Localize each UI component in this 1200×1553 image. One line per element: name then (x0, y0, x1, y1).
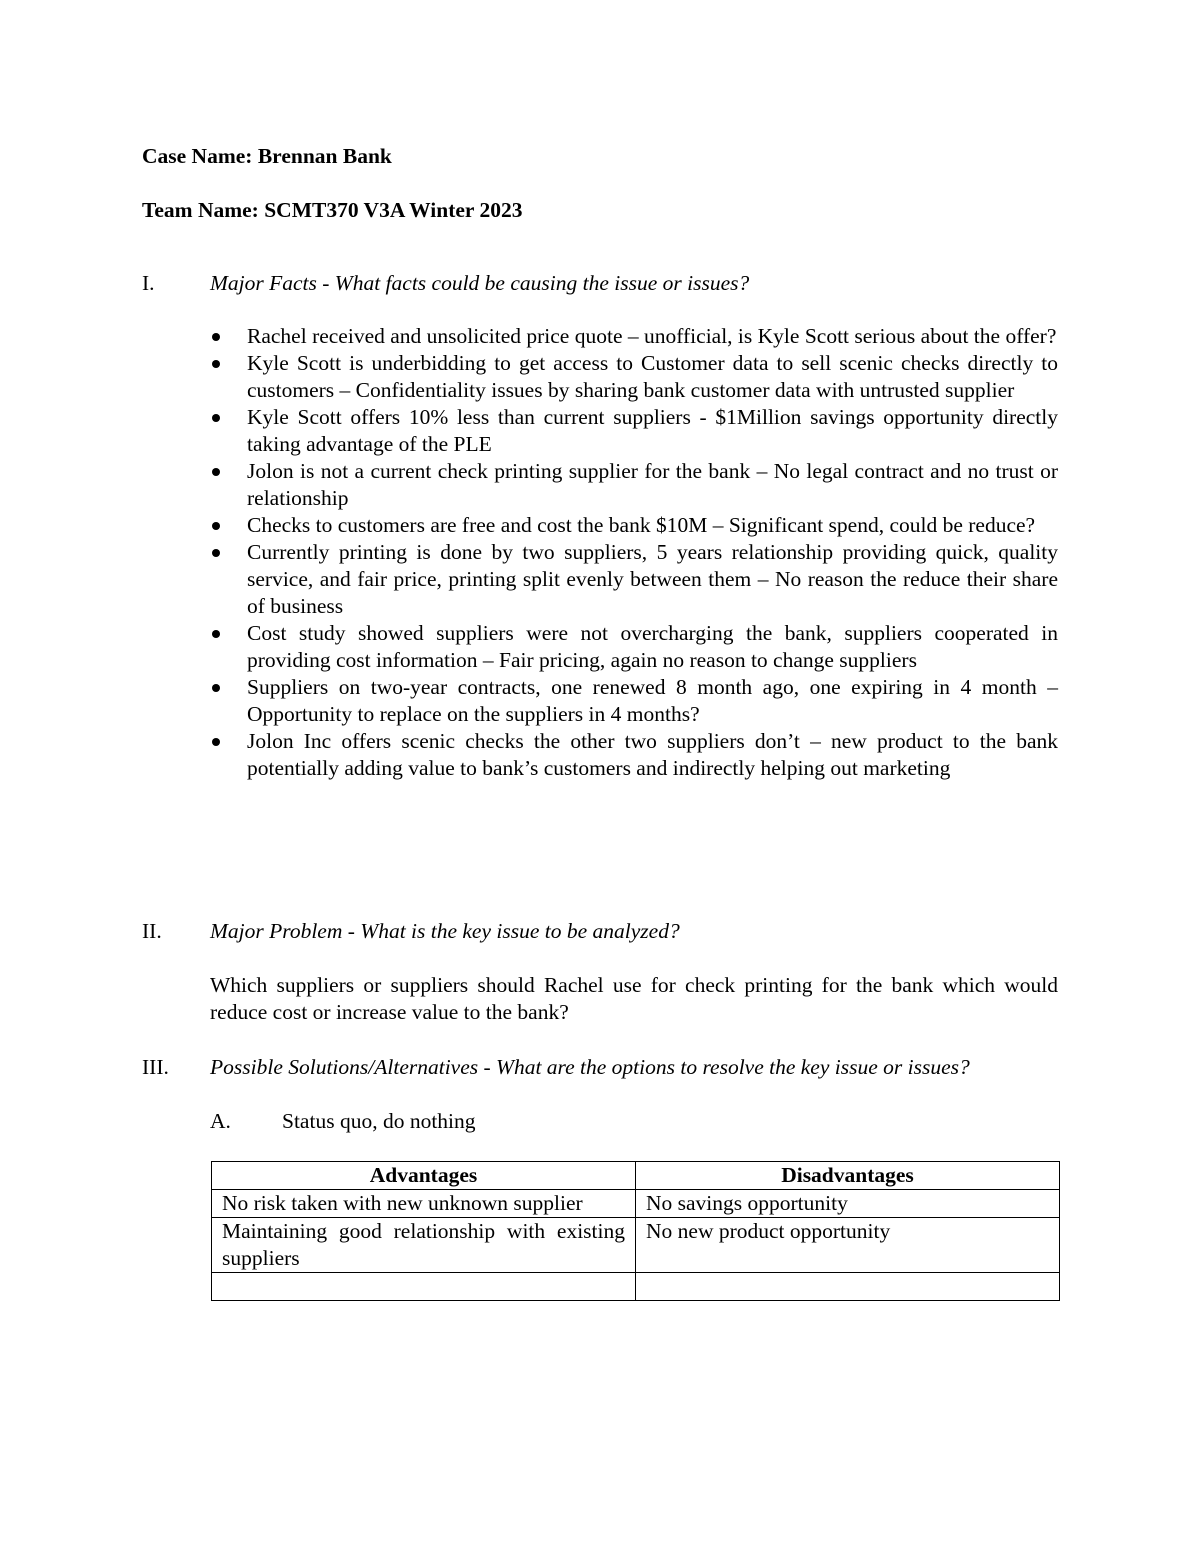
case-name: Case Name: Brennan Bank (142, 144, 392, 168)
bullet-icon (212, 738, 220, 746)
bullet-icon (212, 468, 220, 476)
list-item (210, 323, 1058, 350)
table-cell: No risk taken with new unknown supplier (212, 1190, 636, 1218)
list-item (210, 404, 1058, 458)
table-cell (636, 1273, 1060, 1301)
section-number: III. (142, 1055, 169, 1079)
section-heading-major-facts (142, 270, 1062, 297)
fact-text: Suppliers on two-year contracts, one renewed 8 month ago, one expiring in 4 month – Opportunity to replace on the suppliers in 4 months? (247, 675, 1058, 726)
alternative-label: Status quo, do nothing (282, 1109, 476, 1133)
team-name: Team Name: SCMT370 V3A Winter 2023 (142, 198, 523, 222)
table-cell: No new product opportunity (636, 1218, 1060, 1273)
bullet-icon (212, 414, 220, 422)
fact-text: Checks to customers are free and cost the bank $10M – Significant spend, could be reduce? (247, 513, 1036, 537)
table-cell: No savings opportunity (636, 1190, 1060, 1218)
bullet-icon (212, 630, 220, 638)
fact-text: Jolon Inc offers scenic checks the other two suppliers don’t – new product to the bank potentially adding value to bank’s customers and indirectly helping out marketing (247, 729, 1058, 780)
fact-text: Jolon is not a current check printing supplier for the bank – No legal contract and no trust or relationship (247, 459, 1058, 510)
list-item (210, 620, 1058, 674)
table-cell (212, 1273, 636, 1301)
bullet-icon (212, 522, 220, 530)
bullet-icon (212, 360, 220, 368)
bullet-icon (212, 684, 220, 692)
list-item (210, 458, 1058, 512)
table-header-row (212, 1162, 1060, 1190)
column-header-advantages: Advantages (212, 1162, 636, 1190)
advantages-table (211, 1161, 1060, 1301)
table-row (212, 1190, 1060, 1218)
fact-text: Kyle Scott offers 10% less than current suppliers - $1Million savings opportunity directly taking advantage of the PLE (247, 405, 1058, 456)
section-heading-major-problem (142, 918, 1062, 945)
alternative-letter: A. (210, 1109, 231, 1133)
table-cell: Maintaining good relationship with existing suppliers (212, 1218, 636, 1273)
fact-text: Rachel received and unsolicited price quote – unofficial, is Kyle Scott serious about the offer? (247, 324, 1057, 348)
list-item (210, 539, 1058, 620)
table-row (212, 1218, 1060, 1273)
section-number: II. (142, 919, 162, 943)
section-title: Possible Solutions/Alternatives - What are the options to resolve the key issue or issues? (210, 1055, 970, 1079)
alternative-a (210, 1108, 476, 1135)
list-item (210, 350, 1058, 404)
fact-text: Kyle Scott is underbidding to get access to Customer data to sell scenic checks directly to customers – Confidentiality issues by sharing bank customer data with untrusted supplier (247, 351, 1058, 402)
facts-list (210, 323, 1058, 782)
column-header-disadvantages: Disadvantages (636, 1162, 1060, 1190)
section-heading-possible-solutions (142, 1054, 1062, 1081)
list-item (210, 674, 1058, 728)
list-item (210, 512, 1058, 539)
bullet-icon (212, 333, 220, 341)
table-row (212, 1273, 1060, 1301)
fact-text: Cost study showed suppliers were not overcharging the bank, suppliers cooperated in providing cost information – Fair pricing, again no reason to change suppliers (247, 621, 1058, 672)
section-number: I. (142, 271, 155, 295)
list-item (210, 728, 1058, 782)
fact-text: Currently printing is done by two suppliers, 5 years relationship providing quick, quality service, and fair price, printing split evenly between them – No reason the reduce their share of business (247, 540, 1058, 618)
bullet-icon (212, 549, 220, 557)
section-title: Major Problem - What is the key issue to be analyzed? (210, 919, 680, 943)
section-title: Major Facts - What facts could be causing the issue or issues? (210, 271, 750, 295)
problem-statement: Which suppliers or suppliers should Rachel use for check printing for the bank which would reduce cost or increase value to the bank? (210, 973, 1058, 1024)
